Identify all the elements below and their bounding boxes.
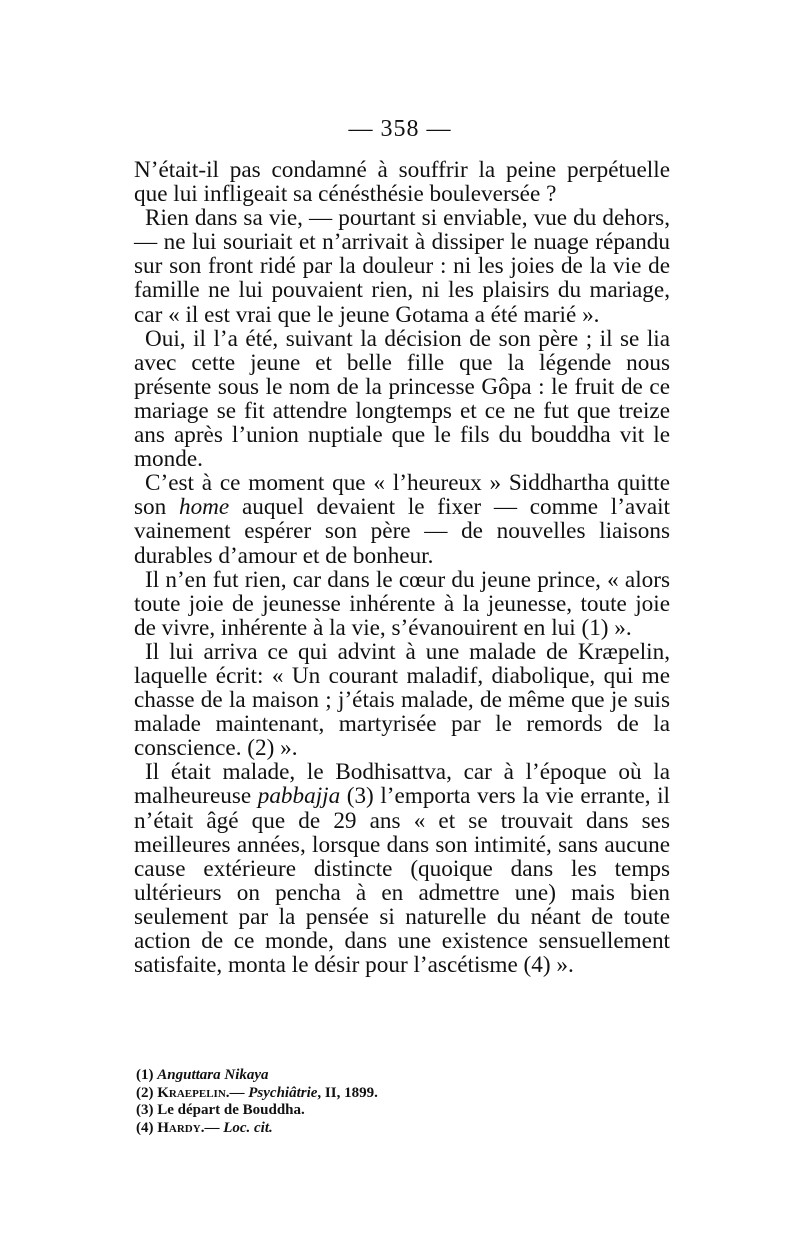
paragraph-text: Rien dans sa vie, — pourtant si enviable, vue du dehors, — ne lui souriait et n’arrivait à dissiper le nuage répandu sur son front ridé par la douleur : ni les joies de la vie de famille ne lui pouvaient rien, ni les plaisirs du mariage, car « il est vrai que le jeune Gotama a été marié ». xyxy=(134,205,670,328)
footnote-text: (3) Le départ de Bouddha. xyxy=(136,1102,305,1118)
paragraph-text: Il était malade, le Bodhisattva, car à l’époque où la malheureuse xyxy=(134,759,670,810)
footnote-text: , II, 1899. xyxy=(317,1084,378,1101)
footnote-title: Anguttara Nikaya xyxy=(157,1067,269,1083)
footnote-author: Kraepelin xyxy=(157,1084,226,1101)
footnote-author: Hardy xyxy=(157,1119,201,1136)
footnote-text: .— xyxy=(225,1084,249,1101)
italic-word: home xyxy=(178,494,230,521)
footnote-marker: (2) xyxy=(136,1084,158,1101)
footnote xyxy=(136,1120,536,1138)
main-text xyxy=(134,158,670,977)
page-number: — 358 — xyxy=(348,116,452,142)
paragraph-text: C’est à ce moment que « l’heureux » Siddhartha quitte son xyxy=(134,470,670,521)
paragraph xyxy=(134,206,670,326)
footnote-marker: (1) xyxy=(136,1067,158,1083)
paragraph xyxy=(134,471,670,567)
footnote xyxy=(136,1067,536,1085)
italic-word: pabbajja xyxy=(257,783,341,810)
footnote-title: Psychiâtrie xyxy=(248,1084,318,1101)
paragraph-text: Il n’en fut rien, car dans le cœur du jeune prince, « alors toute joie de jeunesse inhérente à la jeunesse, toute joie de vivre, inhérente à la vie, s’évanouirent en lui (1) ». xyxy=(134,566,670,641)
paragraph-text: Oui, il l’a été, suivant la décision de son père ; il se lia avec cette jeune et belle fille que la légende nous présente sous le nom de la princesse Gôpa : le fruit de ce mariage se fit attendre longtemps et ce ne fut que treize ans après l’union nuptiale que le fils du bouddha vit le monde. xyxy=(134,325,670,473)
paragraph-text: Il lui arriva ce qui advint à une malade de Kræpelin, laquelle écrit: « Un courant maladif, diabolique, qui me chasse de la maison ; j’étais malade, de même que je suis malade maintenant, martyrisée par le remords de la conscience. (2) ». xyxy=(134,638,670,762)
footnote xyxy=(136,1102,536,1120)
footnotes xyxy=(136,1067,536,1137)
paragraph xyxy=(134,327,670,472)
paragraph xyxy=(134,760,670,977)
paragraph xyxy=(134,640,670,760)
footnote-marker: (4) xyxy=(136,1119,158,1136)
footnote-text: .— xyxy=(200,1119,224,1136)
footnote-title: Loc. cit. xyxy=(223,1119,273,1136)
paragraph-text: N’était-il pas condamné à souffrir la peine perpétuelle que lui infligeait sa cénésthésie bouleversée ? xyxy=(134,157,670,208)
paragraph xyxy=(134,568,670,640)
paragraph-text: (3) l’emporta vers la vie errante, il n’était âgé que de 29 ans « et se trouvait dans ses meilleures années, lorsque dans son intimité, sans aucune cause extérieure distincte (quoique dans les temps ultérieurs on pencha à en admettre une) mais bien seulement par la pensée si naturelle du néant de toute action de ce monde, dans une existence sensuellement satisfaite, monta le désir pour l’ascétisme (4) ». xyxy=(134,783,670,979)
footnote xyxy=(136,1085,536,1103)
paragraph-text: auquel devaient le fixer — comme l’avait vainement espérer son père — de nouvelles liaisons durables d’amour et de bonheur. xyxy=(134,494,670,569)
paragraph xyxy=(134,158,670,206)
